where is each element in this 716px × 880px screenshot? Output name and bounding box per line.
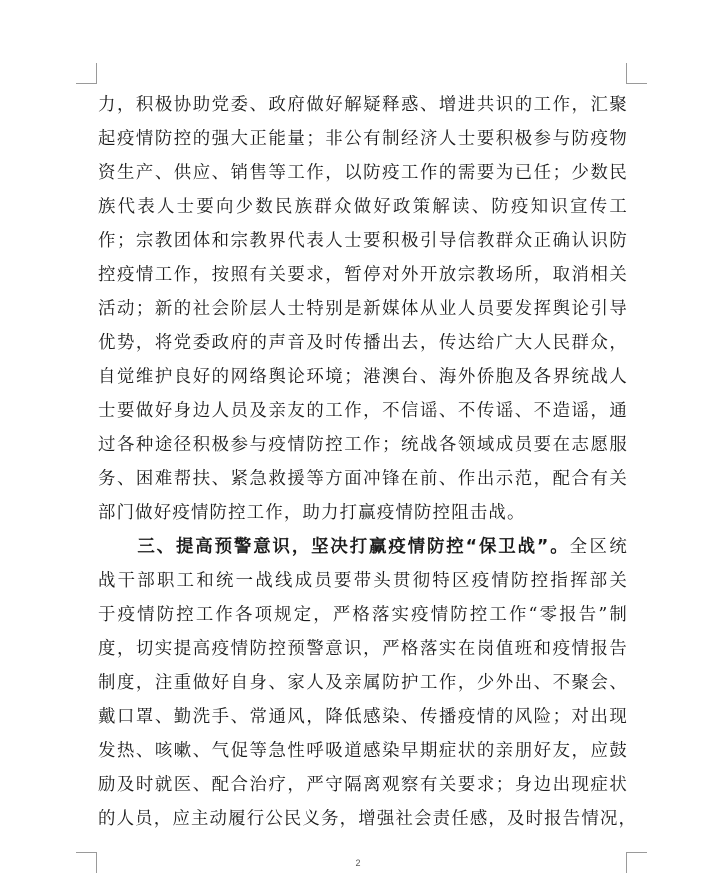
crop-mark-top-right	[626, 63, 647, 84]
text-line: 活动；新的社会阶层人士特别是新媒体从业人员要发挥舆论引导	[98, 299, 628, 319]
text-line: 族代表人士要向少数民族群众做好政策解读、防疫知识宣传工	[98, 197, 628, 217]
text-line: 部门做好疫情防控工作，助力打赢疫情防控阻击战。	[98, 503, 526, 523]
text-line: 优势，将党委政府的声音及时传播出去，传达给广大人民群众，	[98, 333, 628, 353]
text-line: 力，积极协助党委、政府做好解疑释惑、增进共识的工作，汇聚	[98, 95, 628, 115]
page-number: 2	[355, 858, 361, 868]
section-heading: 三、提高预警意识，坚决打赢疫情防控“保卫战”。	[136, 537, 570, 557]
paragraph-2	[98, 530, 638, 836]
text-line: 资生产、供应、销售等工作，以防疫工作的需要为已任；少数民	[98, 163, 628, 183]
paragraph-1	[98, 88, 628, 530]
text-line: 起疫情防控的强大正能量；非公有制经济人士要积极参与防疫物	[98, 129, 628, 149]
text-line: 作；宗教团体和宗教界代表人士要积极引导信教群众正确认识防	[98, 231, 628, 251]
text-line: 自觉维护良好的网络舆论环境；港澳台、海外侨胞及各界统战人	[98, 367, 628, 387]
text-line: 发热、咳嗽、气促等急性呼吸道感染早期症状的亲朋好友，应鼓	[98, 741, 628, 761]
body-text	[98, 88, 638, 836]
crop-mark-top-left	[76, 63, 97, 84]
heading-line	[98, 530, 628, 564]
text-line: 制度，注重做好自身、家人及亲属防护工作，少外出、不聚会、	[98, 673, 628, 693]
heading-line-text: 全区统	[569, 537, 628, 557]
text-line: 控疫情工作，按照有关要求，暂停对外开放宗教场所，取消相关	[98, 265, 628, 285]
text-line: 励及时就医、配合治疗，严守隔离观察有关要求；身边出现症状	[98, 775, 628, 795]
text-line: 的人员，应主动履行公民义务，增强社会责任感，及时报告情况，	[98, 809, 638, 829]
text-line: 戴口罩、勤洗手、常通风，降低感染、传播疫情的风险；对出现	[98, 707, 628, 727]
text-line: 士要做好身边人员及亲友的工作，不信谣、不传谣、不造谣，通	[98, 401, 628, 421]
text-line: 于疫情防控工作各项规定，严格落实疫情防控工作“零报告”制	[98, 605, 628, 625]
text-line: 过各种途径积极参与疫情防控工作；统战各领域成员要在志愿服	[98, 435, 628, 455]
text-line: 务、困难帮扶、紧急救援等方面冲锋在前、作出示范，配合有关	[98, 469, 628, 489]
text-line: 度，切实提高疫情防控预警意识，严格落实在岗值班和疫情报告	[98, 639, 628, 659]
text-line: 战干部职工和统一战线成员要带头贯彻特区疫情防控指挥部关	[98, 571, 628, 591]
